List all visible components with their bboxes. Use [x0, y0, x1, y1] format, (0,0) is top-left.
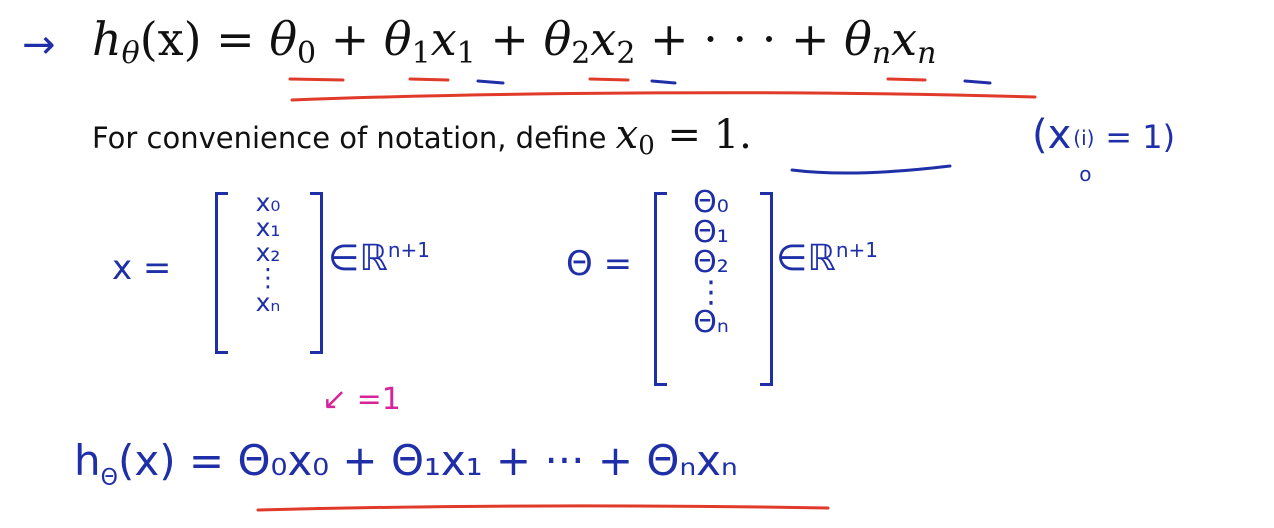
blue-underline-x2 — [652, 81, 675, 83]
x0-equals-one-annotation: ↙ =1 — [322, 382, 401, 417]
final-equation: $h_\Theta(x) = \Theta_0x_0 + \Theta_1x_1$ + ··· + Θₙxₙ — [74, 436, 738, 491]
x-vector-entry: x₁ — [255, 213, 281, 242]
theta-0: $\theta_0$ — [269, 12, 317, 71]
theta-2-x-2: $\theta_2x_2$ — [543, 12, 636, 71]
blue-underline-x0-def — [792, 166, 950, 173]
red-underline-theta1 — [410, 79, 448, 80]
theta-n-x-n: $\theta_nx_n$ — [844, 12, 937, 71]
side-note: (x (i) o = 1) — [1032, 112, 1176, 186]
x-vector-entry: xₙ — [255, 288, 281, 317]
theta-vector-label: Θ = — [566, 244, 633, 284]
arrow-icon: → — [22, 22, 56, 68]
red-underline-final — [258, 506, 828, 510]
red-underline-theta0 — [290, 79, 343, 80]
theta-vector-entry: Θ₂ — [693, 245, 729, 280]
theta-vector-entry: Θₙ — [693, 305, 729, 340]
h-symbol: h — [92, 12, 122, 66]
theta-vector-entry: Θ₁ — [693, 215, 729, 250]
theta-1-x-1: $\theta_1x_1$ — [383, 12, 476, 71]
final-equation-rhs: Θ₀x₀ + Θ₁x₁ + ··· + Θₙxₙ — [237, 436, 738, 485]
theta-vector-entry: Θ₀ — [693, 185, 729, 220]
theta-vector-entry: ⋮ — [696, 275, 726, 310]
x0-definition: $x_0 = 1$. — [615, 112, 752, 161]
ellipsis: · · · — [703, 12, 777, 66]
red-underline-thetan — [888, 79, 925, 80]
x-vector-entry: x₂ — [255, 238, 281, 267]
convenience-text: For convenience of notation, define $x_0 = 1$. — [92, 112, 752, 161]
theta-vector-space: ∈ℝ$^{n+1}$ — [776, 238, 879, 279]
x-vector-label: x = — [112, 248, 172, 288]
x-vector-entry: x₀ — [255, 188, 281, 217]
x-vector-space: ∈ℝ$^{n+1}$ — [328, 238, 431, 279]
blue-underline-x1 — [478, 81, 503, 83]
x-vector-entry: ⋮ — [255, 263, 281, 292]
red-underline-theta2 — [590, 79, 628, 80]
blue-underline-xn — [965, 81, 990, 83]
red-underline-main — [292, 93, 1035, 100]
hypothesis-equation: $h_\theta(x) = \theta_0 + \theta_1x_1 + \theta_2x_2$ + · · · + $\theta_nx_n$ — [92, 12, 937, 71]
